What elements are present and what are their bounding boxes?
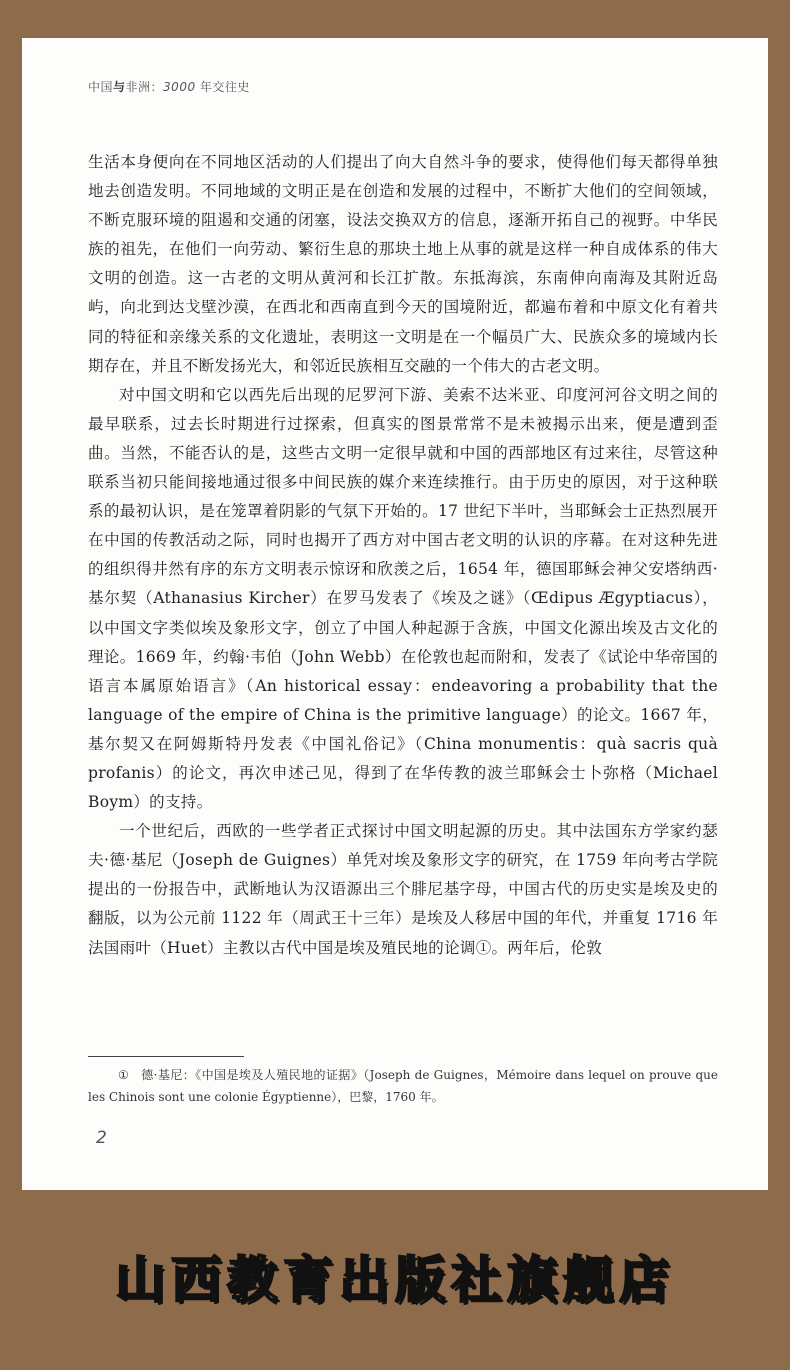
running-header [88, 78, 250, 95]
page-number: 2 [96, 1128, 107, 1148]
header-part-4: 3000 [163, 80, 196, 94]
header-part-2: 与 [113, 80, 126, 94]
store-banner: 山西教育出版社旗舰店 [115, 1251, 675, 1309]
paragraph-2: 对中国文明和它以西先后出现的尼罗河下游、美索不达米亚、印度河河谷文明之间的最早联系，过去长时期进行过探索，但真实的图景常常不是未被揭示出来，便是遭到歪曲。当然，不能否认的是，这些古文明一定很早就和中国的西部地区有过来往，尽管这种联系当初只能间接地通过很多中间民族的媒介来连续推行。由于历史的原因，对于这种联系的最初认识，是在笼罩着阴影的气氛下开始的。17 世纪下半叶，当耶稣会士正热烈展开在中国的传教活动之际，同时也揭开了西方对中国古老文明的认识的序幕。在对这种先进的组织得井然有序的东方文明表示惊讶和欣羡之后，1654 年，德国耶稣会神父安塔纳西·基尔契（Athanasius Kircher）在罗马发表了《埃及之谜》（Œdipus Ægyptiacus），以中国文字类似埃及象形文字，创立了中国人种起源于含族，中国文化源出埃及古文化的理论。1669 年，约翰·韦伯（John Webb）在伦敦也起而附和，发表了《试论中华帝国的语言本属原始语言》（An historical essay：endeavoring a probability that the language of the empire of China is the primitive language）的论文。1667 年，基尔契又在阿姆斯特丹发表《中国礼俗记》（China monumentis：quà sacris quà profanis）的论文，再次申述己见，得到了在华传教的波兰耶稣会士卜弥格（Michael Boym）的支持。 [88, 385, 718, 812]
footnote-marker: ① [118, 1068, 129, 1082]
paragraph-1: 生活本身便向在不同地区活动的人们提出了向大自然斗争的要求，使得他们每天都得单独地去创造发明。不同地域的文明正是在创造和发展的过程中，不断扩大他们的空间领域，不断克服环境的阻遏和交通的闭塞，设法交换双方的信息，逐渐开拓自己的视野。中华民族的祖先，在他们一向劳动、繁衍生息的那块土地上从事的就是这样一种自成体系的伟大文明的创造。这一古老的文明从黄河和长江扩散。东抵海滨，东南伸向南海及其附近岛屿，向北到达戈壁沙漠，在西北和西南直到今天的国境附近，都遍布着和中原文化有着共同的特征和亲缘关系的文化遗址，表明这一文明是在一个幅员广大、民族众多的境域内长期存在，并且不断发扬光大，和邻近民族相互交融的一个伟大的古老文明。 [88, 153, 718, 375]
book-page [22, 38, 768, 1190]
footnote-text: 德·基尼：《中国是埃及人殖民地的证据》（Joseph de Guignes，Mémoire dans lequel on prouve que les Chinois sont une colonie Égyptienne），巴黎，1760 年。 [88, 1068, 718, 1104]
footnote-divider [88, 1056, 244, 1057]
header-part-1: 中国 [88, 80, 114, 94]
paragraph-3: 一个世纪后，西欧的一些学者正式探讨中国文明起源的历史。其中法国东方学家约瑟夫·德·基尼（Joseph de Guignes）单凭对埃及象形文字的研究，在 1759 年向考古学院提出的一份报告中，武断地认为汉语源出三个腓尼基字母，中国古代的历史实是埃及史的翻版，以为公元前 1122 年（周武王十三年）是埃及人移居中国的年代，并重复 1716 年法国雨叶（Huet）主教以古代中国是埃及殖民地的论调①。两年后，伦敦 [88, 822, 718, 957]
body-text [88, 148, 718, 963]
footnote [88, 1064, 718, 1108]
header-part-3: 非洲： [125, 80, 164, 94]
header-part-5: 年交往史 [195, 80, 250, 94]
